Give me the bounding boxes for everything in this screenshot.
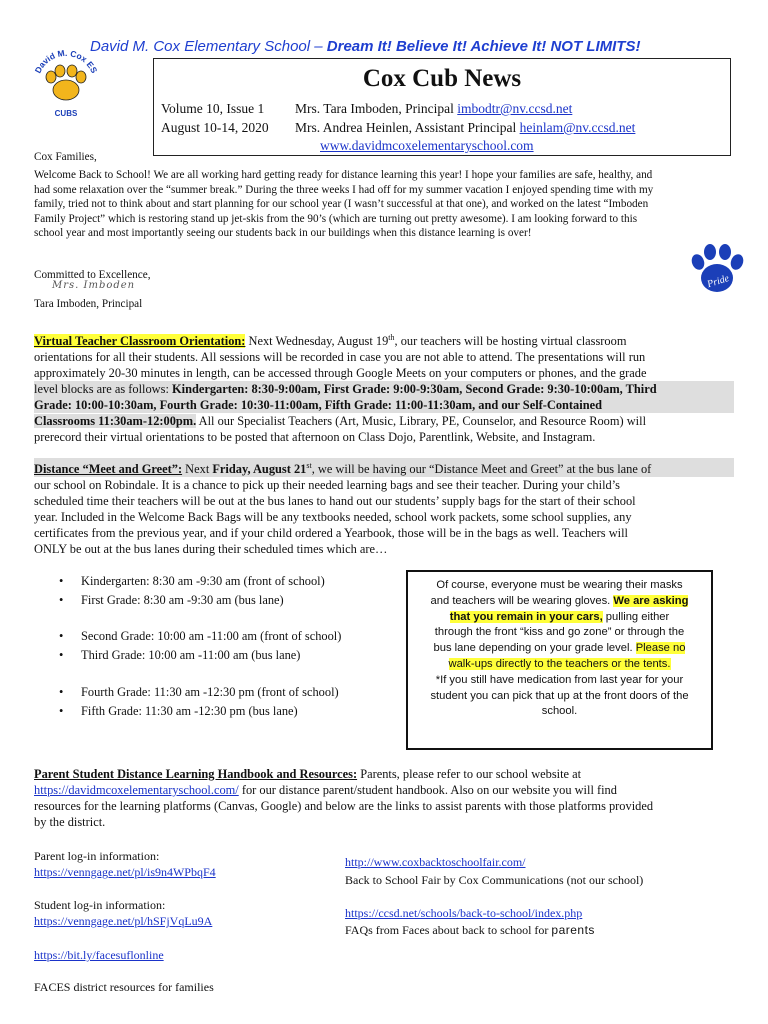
- list-item: • Kindergarten: 8:30 am -9:30 am (front of school): [81, 574, 325, 589]
- safety-notice-box: Of course, everyone must be wearing their masks and teachers will be wearing gloves. We are asking that you remain in your cars, pulling either through the front “kiss and go zone” or through the bus lane depending on your grade level. Please no walk-ups directly to the teachers or the tents. *If you still have medication from last year for your student you can pick that up at the front doors of the school.: [406, 570, 713, 750]
- logo-bottom-text: CUBS: [54, 109, 78, 118]
- letter-line: school year and most importantly seeing our students back in our buildings when this distance learning is over!: [34, 227, 532, 239]
- volume-issue: Volume 10, Issue 1: [161, 101, 265, 116]
- newsletter-header: [153, 58, 731, 156]
- svg-text:David M. Cox ES: [33, 48, 100, 75]
- assistant-email-link[interactable]: heinlam@nv.ccsd.net: [519, 120, 636, 135]
- letter-signer: Tara Imboden, Principal: [34, 298, 143, 310]
- ccsd-back-to-school-link[interactable]: https://ccsd.net/schools/back-to-school/index.php: [345, 906, 583, 920]
- meet-greet-section: Distance “Meet and Greet”: Next Friday, August 21st, we will be having our “Distance Meet and Greet” at the bus lane of our school on Robindale. It is a chance to pick up their needed learning bags and see their teacher. During your child’s scheduled time their teachers will be out at the bus lanes to hand out our students’ supply bags for the start of their school year. Included in the Welcome Back Bags will be any textbooks needed, school work packets, some school supplies, any certificates from the previous year, and if your child ordered a Yearbook, those will be in the bags as well. Teachers will ONLY be out at the bus lanes during their scheduled times which are…: [34, 458, 734, 557]
- back-to-school-fair-label: Back to School Fair by Cox Communications (not our school): [345, 873, 644, 887]
- handbook-heading: Parent Student Distance Learning Handbook and Resources:: [34, 767, 358, 781]
- back-to-school-fair-link[interactable]: http://www.coxbacktoschoolfair.com/: [345, 855, 526, 869]
- student-login-link[interactable]: https://venngage.net/pl/hSFjVqLu9A: [34, 914, 213, 928]
- pride-paw-icon: [688, 240, 746, 300]
- school-tagline: [90, 38, 760, 55]
- tagline-dash: –: [314, 38, 323, 55]
- assistant-line: [295, 120, 635, 136]
- orientation-section: Virtual Teacher Classroom Orientation: Next Wednesday, August 19th, our teachers will be hosting virtual classroom orientations for all their students. All sessions will be recorded in case you are not able to attend. The presentations will run approximately 20-30 minutes in length, can be accessed through Google Meets on your computers or phones, and the grade level blocks are as follows: Kindergarten: 8:30-9:00am, First Grade: 9:00-9:30am, Second Grade: 9:30-10:00am, Third Grade: 10:00-10:30am, Fourth Grade: 10:30-11:00am, Fifth Grade: 11:00-11:30am, and our Self-Contained Classrooms 11:30am-12:00pm. All our Specialist Teachers (Art, Music, Library, PE, Counselor, and Resource Room) will prerecord their virtual orientations to be posted that afternoon on Class Dojo, Parentlink, Website, and Instagram.: [34, 330, 734, 445]
- parent-login-label: Parent log-in information:: [34, 849, 160, 863]
- list-item: • Fourth Grade: 11:30 am -12:30 pm (front of school): [81, 685, 339, 700]
- list-item: • Second Grade: 10:00 am -11:00 am (front of school): [81, 629, 341, 644]
- assistant-name: Mrs. Andrea Heinlen, Assistant Principal: [295, 120, 517, 135]
- cubs-paw-logo: [30, 44, 102, 122]
- newsletter-title: Cox Cub News: [362, 65, 522, 92]
- letter-line: Family Project” which is restoring stand up jet-skis from the 90’s (which are turning out pretty awesome). I am looking forward to this: [34, 212, 638, 225]
- letter-line: family, tried not to think about and start planning for our school year (I wasn’t successful at that one), and worked on the latest “Imboden: [34, 198, 649, 210]
- list-item: • Third Grade: 10:00 am -11:00 am (bus lane): [81, 648, 300, 663]
- list-item: • First Grade: 8:30 am -9:30 am (bus lane): [81, 593, 284, 608]
- letter-line: had some relaxation over the “summer break.” During the three weeks I had off for my summer vacation I enjoyed spending time with my: [34, 183, 654, 196]
- letter-closing: Committed to Excellence,: [34, 269, 151, 281]
- student-login-label: Student log-in information:: [34, 898, 166, 912]
- issue-dates: August 10-14, 2020: [161, 120, 269, 135]
- parent-login-link[interactable]: https://venngage.net/pl/is9n4WPbqF4: [34, 865, 216, 879]
- welcome-letter: [34, 168, 734, 241]
- handbook-section: Parent Student Distance Learning Handbook and Resources: Parents, please refer to our school website at https://davidmcoxelementaryschool.com/ for our distance parent/student handbook. Also on our website you will find resources for the learning platforms (Canvas, Google) and below are the links to assist parents with those platforms provided by the district.: [34, 767, 654, 829]
- principal-email-link[interactable]: imbodtr@nv.ccsd.net: [457, 101, 573, 116]
- letter-line: Welcome Back to School! We are all working hard getting ready for distance learning this year! I hope your families are safe, healthy, and: [34, 169, 653, 181]
- orientation-heading: Virtual Teacher Classroom Orientation:: [34, 334, 246, 349]
- school-website-handbook-link[interactable]: https://davidmcoxelementaryschool.com/: [34, 783, 239, 797]
- ccsd-faq-label: FAQs from Faces about back to school for parents: [345, 923, 595, 937]
- school-name: David M. Cox Elementary School: [90, 38, 311, 55]
- letter-greeting: Cox Families,: [34, 151, 97, 163]
- school-website-link[interactable]: www.davidmcoxelementaryschool.com: [320, 138, 534, 153]
- paw-pride-text: Pride: [705, 272, 731, 291]
- faces-link[interactable]: https://bit.ly/facesuflonline: [34, 948, 164, 962]
- meet-greet-heading: Distance “Meet and Greet”:: [34, 462, 183, 477]
- logo-top-text: David M. Cox ES: [32, 47, 100, 75]
- principal-signature: Mrs. Imboden: [52, 280, 136, 291]
- faces-label: FACES district resources for families: [34, 980, 214, 994]
- school-motto: Dream It! Believe It! Achieve It! NOT LIMITS!: [326, 38, 641, 55]
- principal-name: Mrs. Tara Imboden, Principal: [295, 101, 454, 116]
- list-item: • Fifth Grade: 11:30 am -12:30 pm (bus lane): [81, 704, 298, 719]
- principal-line: [295, 101, 572, 117]
